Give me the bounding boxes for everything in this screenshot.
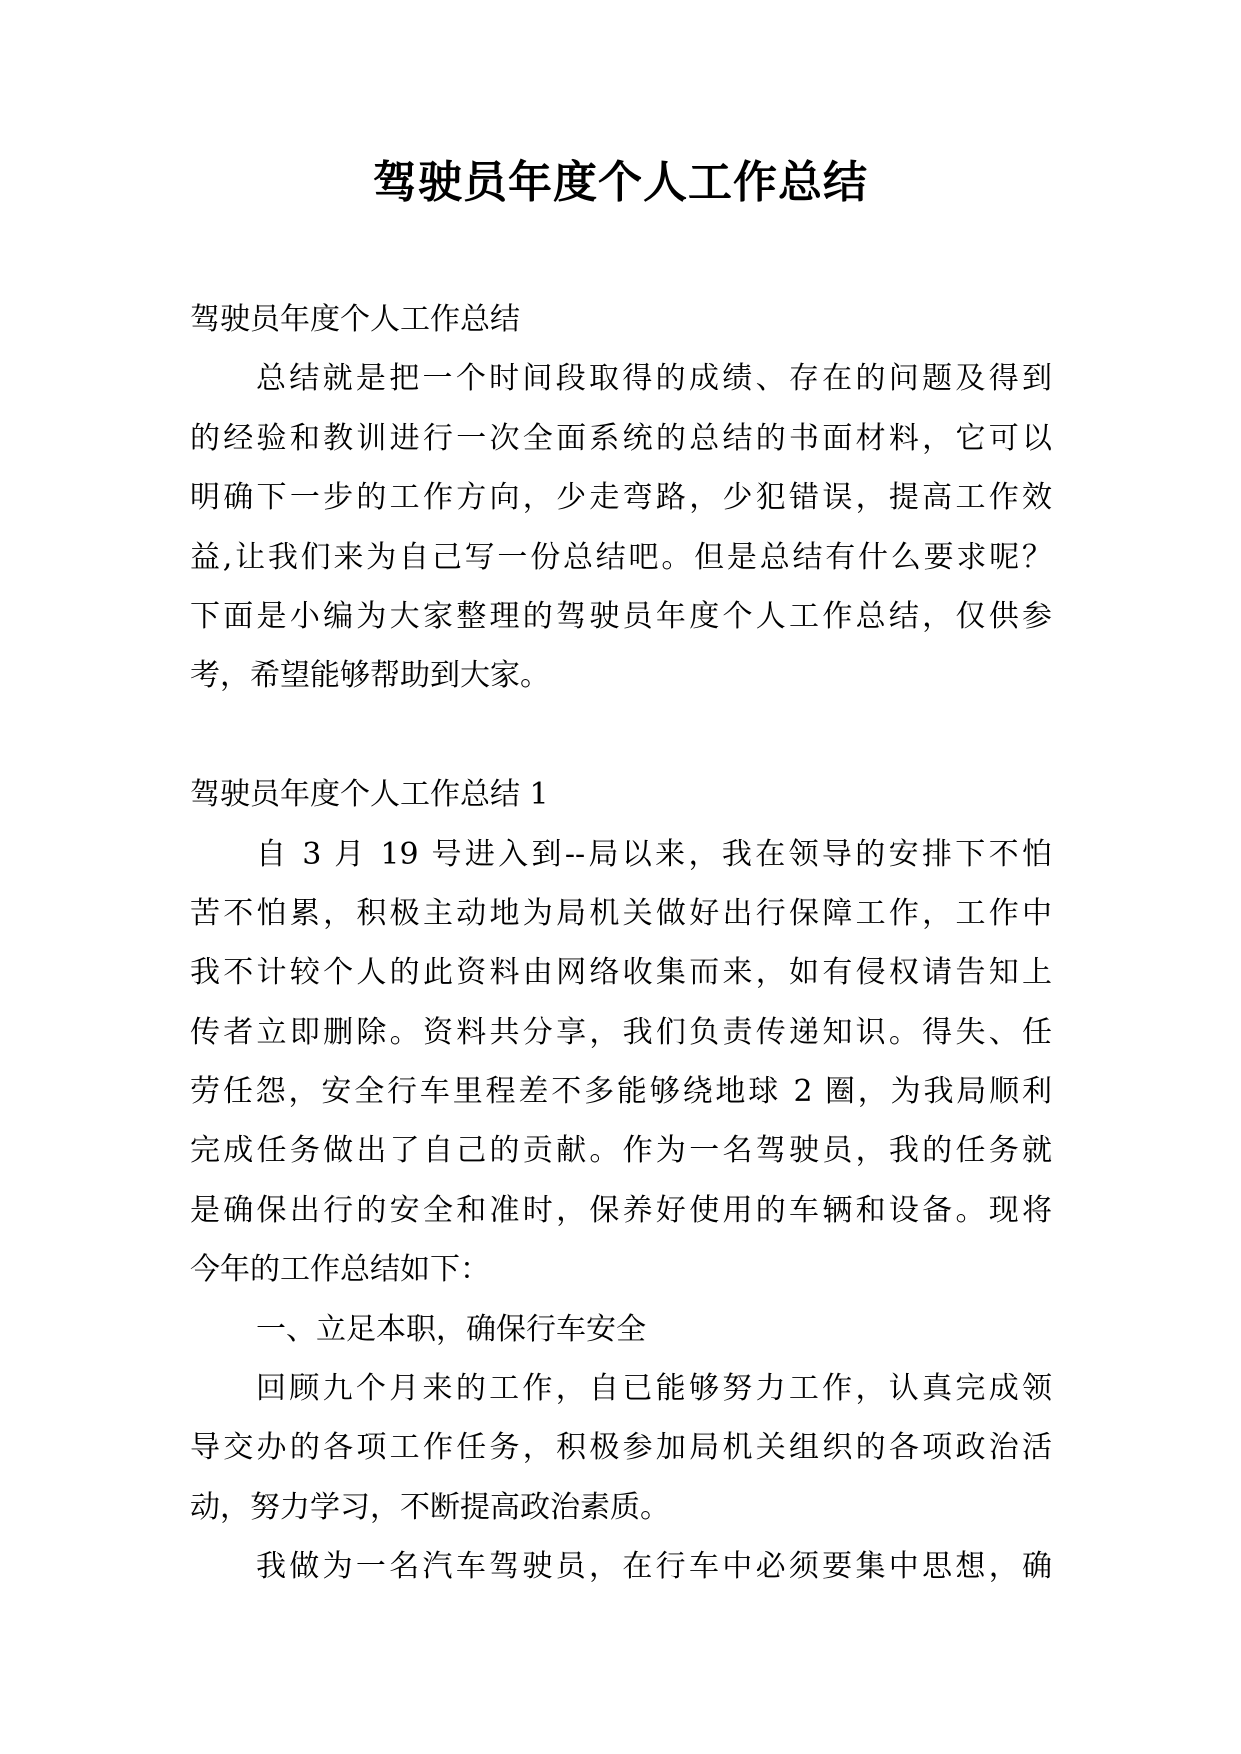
paragraph-line: 我做为一名汽车驾驶员，在行车中必须要集中思想，确 [256, 1549, 1052, 1585]
paragraph-line: 动，努力学习，不断提高政治素质。 [190, 1489, 670, 1525]
paragraph-line: 我不计较个人的此资料由网络收集而来，如有侵权请告知上 [190, 955, 1052, 991]
document-title: 驾驶员年度个人工作总结 [373, 157, 868, 208]
paragraph-line: 是确保出行的安全和准时，保养好使用的车辆和设备。现将 [190, 1192, 1052, 1228]
document-body [190, 290, 1052, 1597]
paragraph-line: 导交办的各项工作任务，积极参加局机关组织的各项政治活 [190, 1430, 1052, 1466]
blank-line [190, 706, 1052, 765]
section-heading-intro: 驾驶员年度个人工作总结 [190, 302, 520, 337]
subsection-heading: 一、立足本职，确保行车安全 [256, 1311, 646, 1347]
paragraph-line: 回顾九个月来的工作，自已能够努力工作，认真完成领 [256, 1371, 1052, 1407]
paragraph-line: 完成任务做出了自己的贡献。作为一名驾驶员，我的任务就 [190, 1133, 1052, 1169]
paragraph-line: 传者立即删除。资料共分享，我们负责传递知识。得失、任 [190, 1014, 1052, 1050]
paragraph-line: 自 3 月 19 号进入到--局以来，我在领导的安排下不怕 [256, 836, 1052, 872]
paragraph-line: 总结就是把一个时间段取得的成绩、存在的问题及得到 [256, 361, 1052, 397]
paragraph-line: 劳任怨，安全行车里程差不多能够绕地球 2 圈，为我局顺利 [190, 1074, 1052, 1110]
paragraph-line: 益,让我们来为自己写一份总结吧。但是总结有什么要求呢？ [190, 539, 1052, 575]
paragraph-line: 今年的工作总结如下： [190, 1252, 490, 1288]
paragraph-line: 苦不怕累，积极主动地为局机关做好出行保障工作，工作中 [190, 895, 1052, 931]
paragraph-line: 考，希望能够帮助到大家。 [190, 658, 550, 694]
paragraph-line: 的经验和教训进行一次全面系统的总结的书面材料，它可以 [190, 420, 1052, 456]
section-heading-1: 驾驶员年度个人工作总结 1 [190, 777, 549, 813]
paragraph-line: 下面是小编为大家整理的驾驶员年度个人工作总结，仅供参 [190, 598, 1052, 634]
paragraph-line: 明确下一步的工作方向，少走弯路，少犯错误，提高工作效 [190, 480, 1052, 516]
